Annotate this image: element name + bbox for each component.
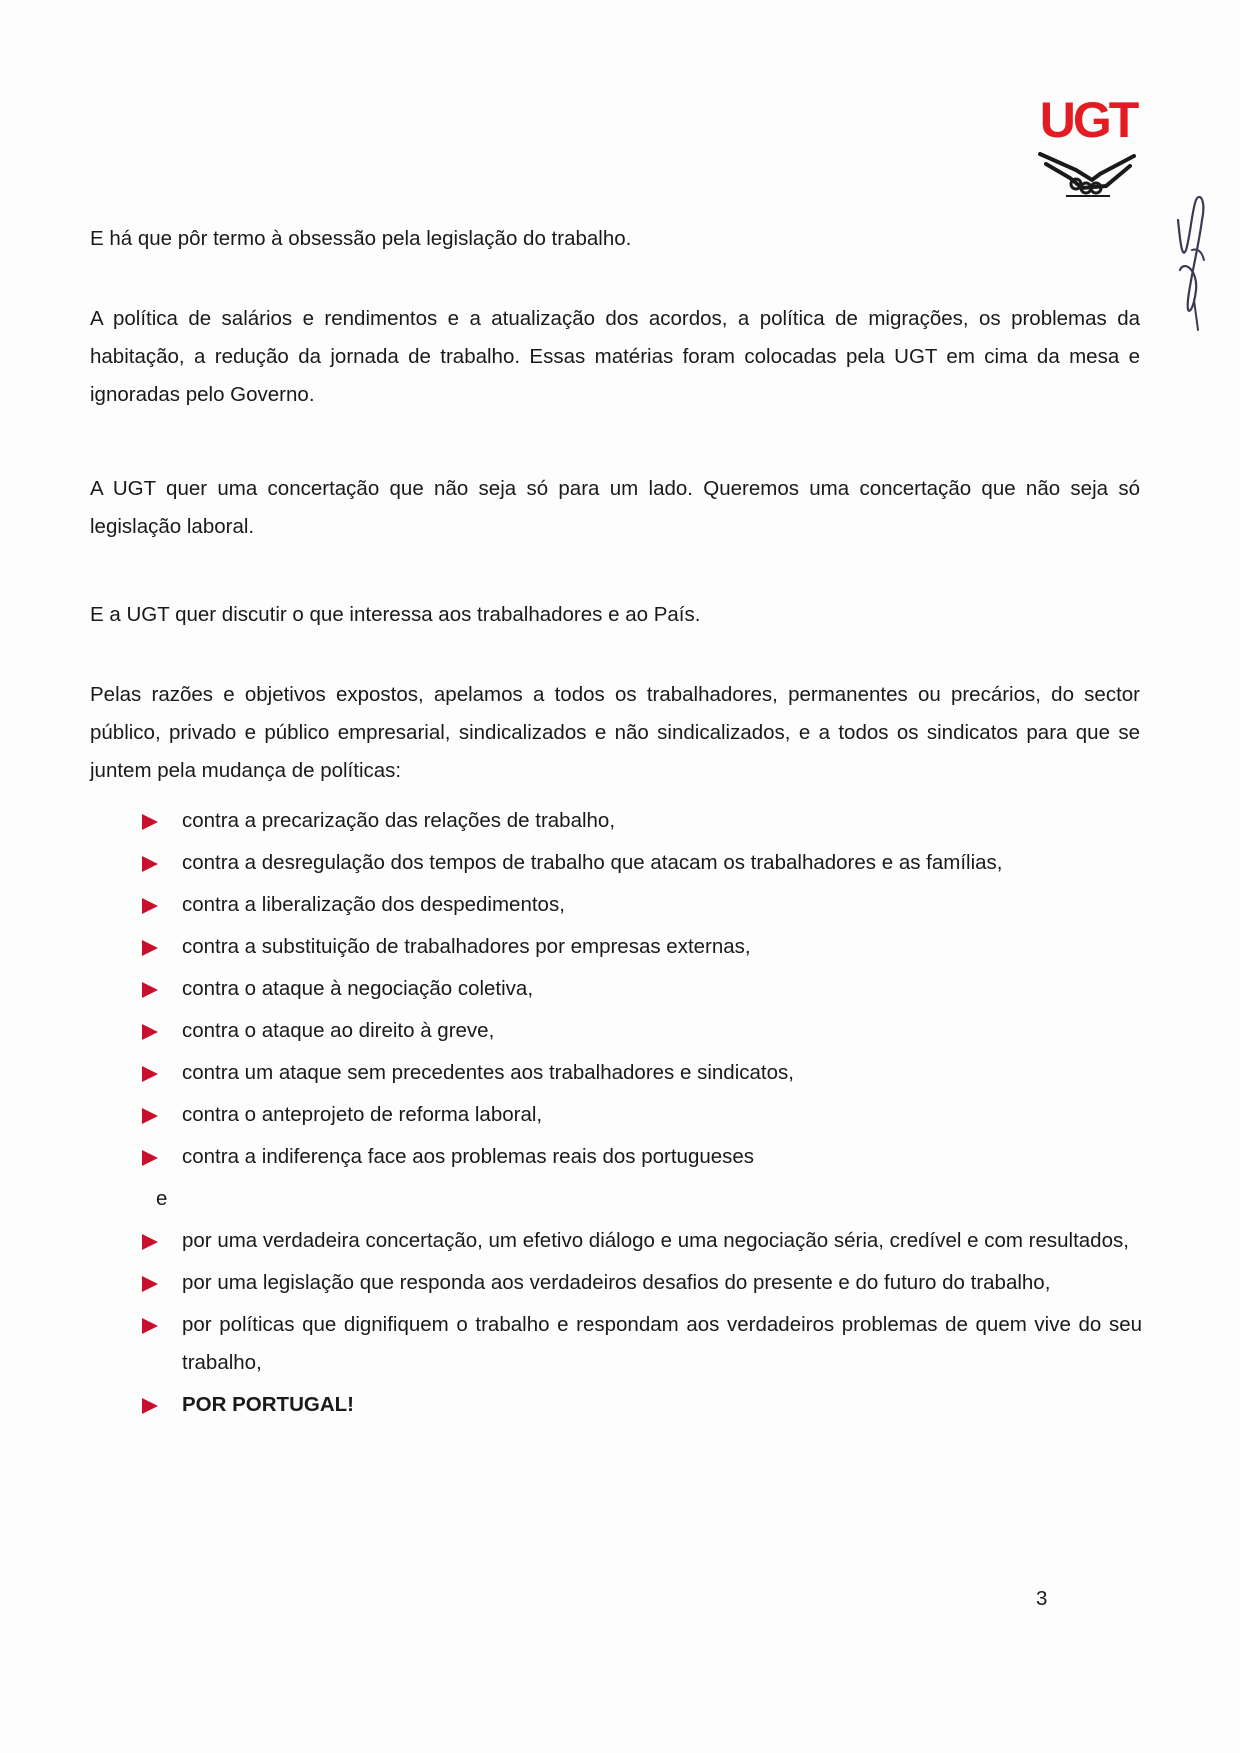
for-list — [142, 1222, 1142, 1428]
list-item — [142, 1306, 1142, 1382]
list-item-text: contra um ataque sem precedentes aos trabalhadores e sindicatos, — [182, 1061, 794, 1084]
list-item-text: contra a indiferença face aos problemas reais dos portugueses — [182, 1145, 755, 1168]
triangle-bullet-icon — [142, 1234, 158, 1250]
paragraph-discuss — [90, 596, 1140, 634]
list-item-text: contra a desregulação dos tempos de trabalho que atacam os trabalhadores e as famílias, — [182, 851, 1003, 874]
list-item — [142, 928, 1142, 966]
list-item — [142, 970, 1142, 1008]
list-item — [142, 802, 1142, 840]
triangle-bullet-icon — [142, 898, 158, 914]
list-item — [142, 1222, 1142, 1260]
list-item-text: por uma verdadeira concertação, um efetivo diálogo e uma negociação séria, credível e com resultados, — [182, 1229, 1129, 1252]
list-item-text: por políticas que dignifiquem o trabalho e respondam aos verdadeiros problemas de quem vive do seu trabalho, — [182, 1313, 1142, 1374]
ugt-logo — [1028, 92, 1148, 210]
page-number: 3 — [1036, 1587, 1048, 1610]
triangle-bullet-icon — [142, 1150, 158, 1166]
against-list — [142, 802, 1142, 1180]
triangle-bullet-icon — [142, 940, 158, 956]
list-item — [142, 1096, 1142, 1134]
paragraph-text: E há que pôr termo à obsessão pela legislação do trabalho. — [90, 227, 632, 250]
list-item-text: por uma legislação que responda aos verdadeiros desafios do presente e do futuro do trabalho, — [182, 1271, 1051, 1294]
paragraph-text: E a UGT quer discutir o que interessa aos trabalhadores e ao País. — [90, 603, 701, 626]
list-item-text: contra o ataque ao direito à greve, — [182, 1019, 495, 1042]
paragraph-concertation — [90, 470, 1140, 546]
list-item-text: contra o ataque à negociação coletiva, — [182, 977, 534, 1000]
list-item-text: contra o anteprojeto de reforma laboral, — [182, 1103, 543, 1126]
triangle-bullet-icon — [142, 856, 158, 872]
list-item-text: contra a substituição de trabalhadores por empresas externas, — [182, 935, 751, 958]
triangle-bullet-icon — [142, 1024, 158, 1040]
triangle-bullet-icon — [142, 1398, 158, 1414]
triangle-bullet-icon — [142, 1066, 158, 1082]
paragraph-text: Pelas razões e objetivos expostos, apelamos a todos os trabalhadores, permanentes ou precários, do sector público, privado e público empresarial, sindicalizados e não sindicalizados, e a todos os sindicatos para que se juntem pela mudança de políticas: — [90, 683, 1140, 782]
paragraph-policies — [90, 300, 1140, 414]
list-item — [142, 844, 1142, 882]
conjunction: e — [156, 1187, 168, 1210]
list-item — [142, 1138, 1142, 1176]
handshake-icon — [1036, 144, 1140, 206]
paragraph-text: A política de salários e rendimentos e a atualização dos acordos, a política de migrações, os problemas da habitação, a redução da jornada de trabalho. Essas matérias foram colocadas pela UGT em cima da mesa e ignoradas pelo Governo. — [90, 307, 1140, 406]
triangle-bullet-icon — [142, 1276, 158, 1292]
list-item-text: contra a precarização das relações de trabalho, — [182, 809, 616, 832]
list-item — [142, 1264, 1142, 1302]
triangle-bullet-icon — [142, 1318, 158, 1334]
handwritten-signature — [1172, 190, 1212, 340]
list-item-text: contra a liberalização dos despedimentos, — [182, 893, 565, 916]
logo-text: UGT — [1039, 92, 1137, 148]
list-item — [142, 1054, 1142, 1092]
paragraph-text: A UGT quer uma concertação que não seja só para um lado. Queremos uma concertação que não seja só legislação laboral. — [90, 477, 1140, 538]
list-item-text: POR PORTUGAL! — [182, 1393, 354, 1416]
triangle-bullet-icon — [142, 1108, 158, 1124]
list-item — [142, 1386, 1142, 1424]
paragraph-legislation — [90, 220, 1140, 258]
paragraph-appeal — [90, 676, 1140, 790]
triangle-bullet-icon — [142, 982, 158, 998]
list-item — [142, 1012, 1142, 1050]
list-item — [142, 886, 1142, 924]
triangle-bullet-icon — [142, 814, 158, 830]
